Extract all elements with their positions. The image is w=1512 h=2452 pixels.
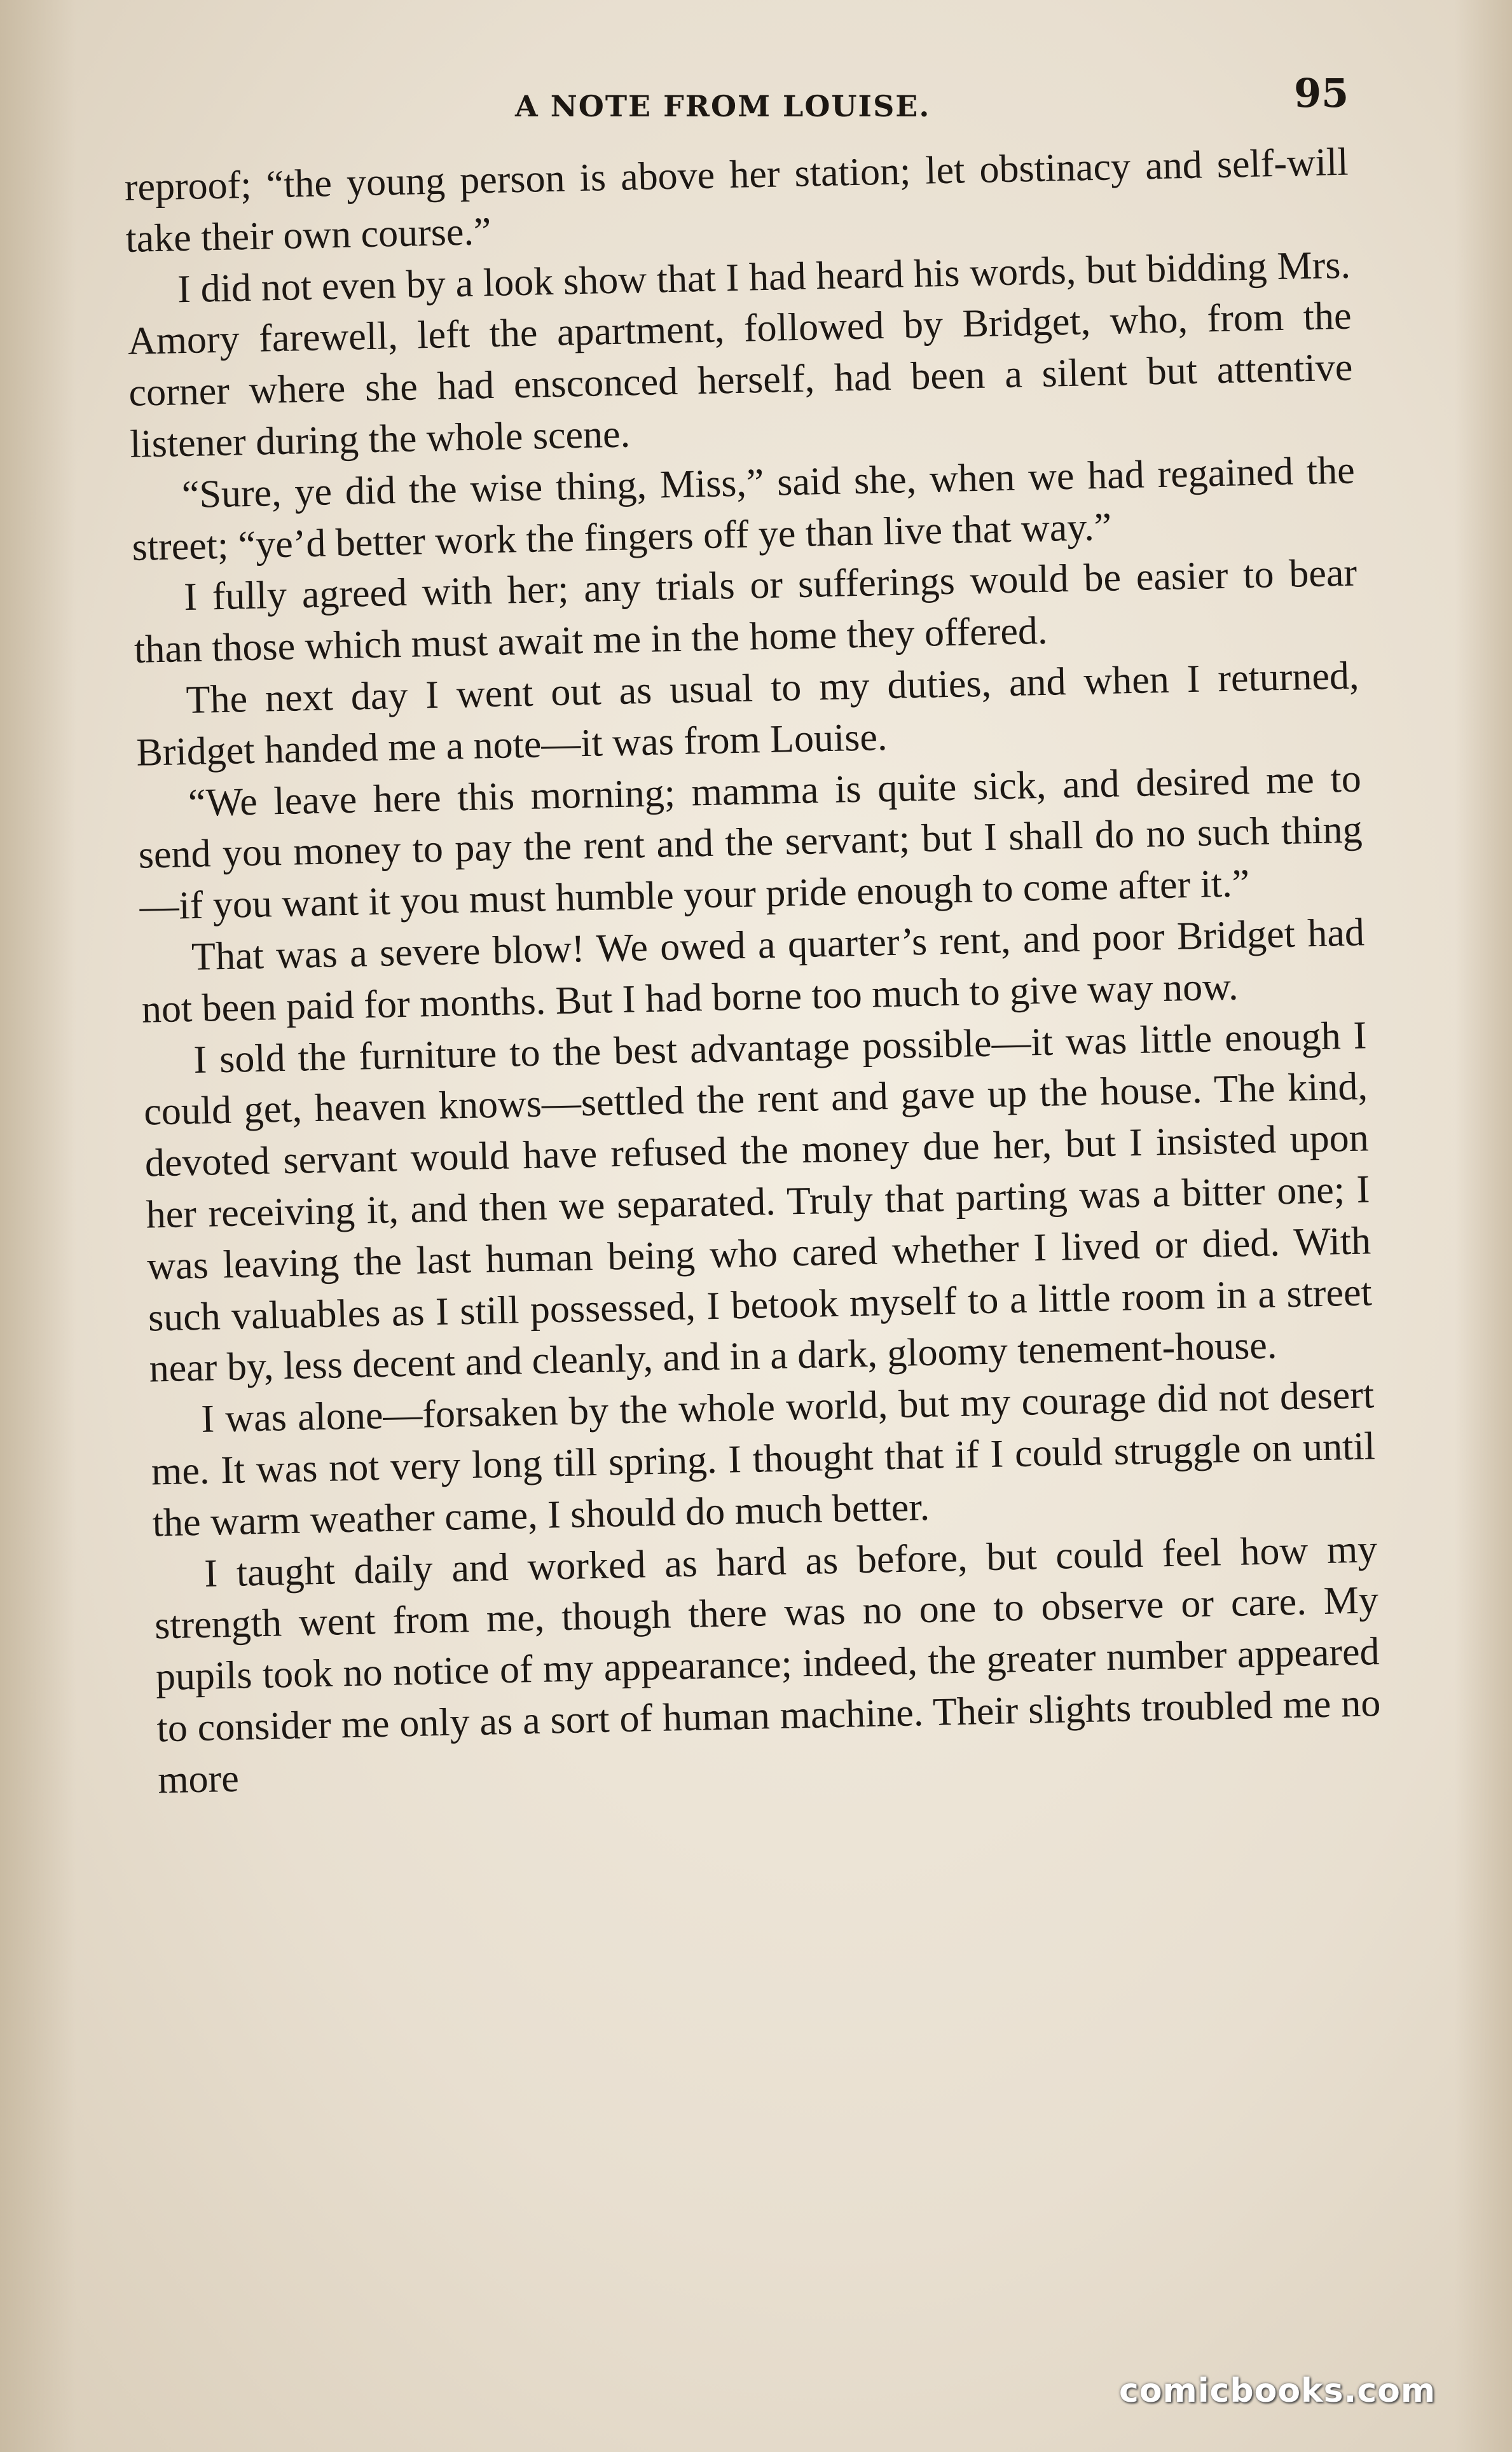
paragraph: “Sure, ye did the wise thing, Miss,” said she, when we had regained the street; “ye’d better work the fingers off ye than live that way.” — [131, 448, 1356, 569]
page-number: 95 — [1294, 70, 1349, 116]
running-title: A NOTE FROM LOUISE. — [515, 89, 931, 123]
paragraph: I was alone—forsaken by the whole world, but my courage did not desert me. It was not very long till spring. I thought that if I could struggle on until the warm weather came, I should do much better. — [151, 1373, 1376, 1545]
paragraph: I did not even by a look show that I had heard his words, but bidding Mrs. Amory farewell, left the apartment, followed by Bridget, who, from the corner where she had ensconced herself, had been a silent but attentive listener during the whole scene. — [127, 243, 1353, 466]
paragraph: I sold the furniture to the best advantage possible—it was little enough I could get, heaven knows—settled the rent and gave up the house. The kind, devoted servant would have refused the money due her, but I insisted upon her receiving it, and then we separated. Truly that parting was a bitter one; I was leaving the last human being who cared whether I lived or died. With such valuables as I still possessed, I betook myself to a little room in a street near by, less decent and cleanly, and in a dark, gloomy tenement-house. — [143, 1013, 1373, 1391]
body-text — [124, 137, 1382, 1806]
paragraph: reproof; “the young person is above her station; let obstinacy and self-will take their own course.” — [124, 140, 1349, 261]
paragraph: That was a severe blow! We owed a quarter’s rent, and poor Bridget had not been paid for months. But I had borne too much to give way now. — [141, 911, 1365, 1031]
paragraph: I fully agreed with her; any trials or sufferings would be easier to bear than those which must await me in the home they offered. — [134, 551, 1357, 672]
paragraph: I taught daily and worked as hard as before, but could feel how my strength went from me, though there was no one to observe or care. My pupils took no notice of my appearance; indeed, the greater number appeared to consider me only as a sort of human machine. Their slights troubled me no more — [154, 1527, 1381, 1802]
page-header — [0, 70, 1512, 127]
watermark: comicbooks.com — [1119, 2372, 1436, 2410]
paragraph: The next day I went out as usual to my duties, and when I returned, Bridget handed me a note—it was from Louise. — [135, 654, 1360, 775]
paragraph: “We leave here this morning; mamma is quite sick, and desired me to send you money to pay the rent and the servant; but I shall do no such thing—if you want it you must humble your pride enough to come after it.” — [138, 757, 1363, 928]
